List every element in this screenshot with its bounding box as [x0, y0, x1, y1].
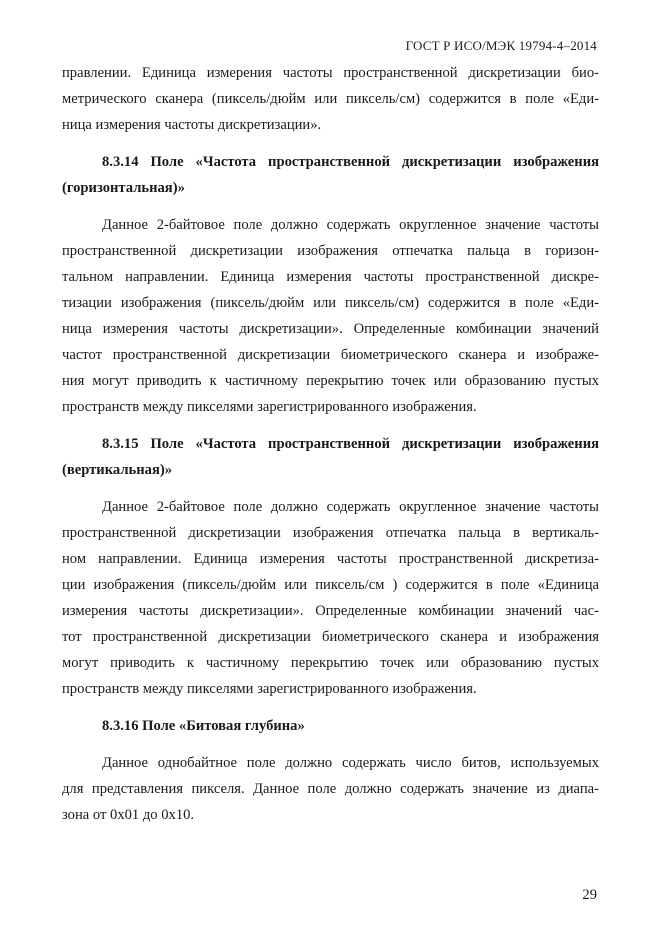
section-heading: (горизонтальная)» — [62, 180, 185, 196]
section-8-3-14 — [62, 149, 599, 420]
text-line: пространственной дискретизации изображения отпечатка пальца в горизон- — [62, 243, 599, 259]
section-heading: (вертикальная)» — [62, 462, 172, 478]
text-line: метрического сканера (пиксель/дюйм или пиксель/см) содержится в поле «Еди- — [62, 91, 599, 107]
text-line: измерения частоты дискретизации». Определенные комбинации значений час- — [62, 603, 599, 619]
text-line: частот пространственной дискретизации биометрического сканера и изображе- — [62, 347, 599, 363]
text-line: ница измерения частоты дискретизации». Определенные комбинации значений — [62, 321, 599, 337]
text-line: Данное 2-байтовое поле должно содержать округленное значение частоты — [102, 499, 599, 515]
text-line: ния могут приводить к частичному перекрытию точек или образованию пустых — [62, 373, 599, 389]
text-line: зона от 0x01 до 0x10. — [62, 807, 195, 823]
document-header: ГОСТ Р ИСО/МЭК 19794-4–2014 — [405, 38, 597, 53]
text-line: ном направлении. Единица измерения частоты пространственной дискретиза- — [62, 551, 599, 567]
page-number: 29 — [582, 887, 597, 903]
text-line: могут приводить к частичному перекрытию точек или образованию пустых — [62, 655, 599, 671]
document-body — [62, 60, 599, 828]
section-heading: 8.3.16 Поле «Битовая глубина» — [102, 718, 305, 734]
section-heading: 8.3.15 Поле «Частота пространственной дискретизации изображения — [102, 436, 599, 452]
text-line: для представления пикселя. Данное поле должно содержать значение из диапа- — [62, 781, 599, 797]
text-line: пространств между пикселями зарегистрированного изображения. — [62, 399, 477, 415]
section-8-3-15 — [62, 431, 599, 702]
section-8-3-16 — [62, 713, 599, 828]
text-line: ции изображения (пиксель/дюйм или пиксель/см ) содержится в поле «Единица — [62, 577, 599, 593]
text-line: правлении. Единица измерения частоты пространственной дискретизации био- — [62, 65, 599, 81]
text-line: пространственной дискретизации изображения отпечатка пальца в вертикаль- — [62, 525, 599, 541]
text-line: ница измерения частоты дискретизации». — [62, 117, 322, 133]
text-line: Данное однобайтное поле должно содержать число битов, используемых — [102, 755, 599, 771]
text-line: пространств между пикселями зарегистрированного изображения. — [62, 681, 477, 697]
text-line: Данное 2-байтовое поле должно содержать округленное значение частоты — [102, 217, 599, 233]
text-line: тизации изображения (пиксель/дюйм или пиксель/см) содержится в поле «Еди- — [62, 295, 599, 311]
text-line: тот пространственной дискретизации биометрического сканера и изображения — [62, 629, 599, 645]
text-line: тальном направлении. Единица измерения частоты пространственной дискре- — [62, 269, 599, 285]
intro-paragraph — [62, 60, 599, 138]
section-heading: 8.3.14 Поле «Частота пространственной дискретизации изображения — [102, 154, 599, 170]
